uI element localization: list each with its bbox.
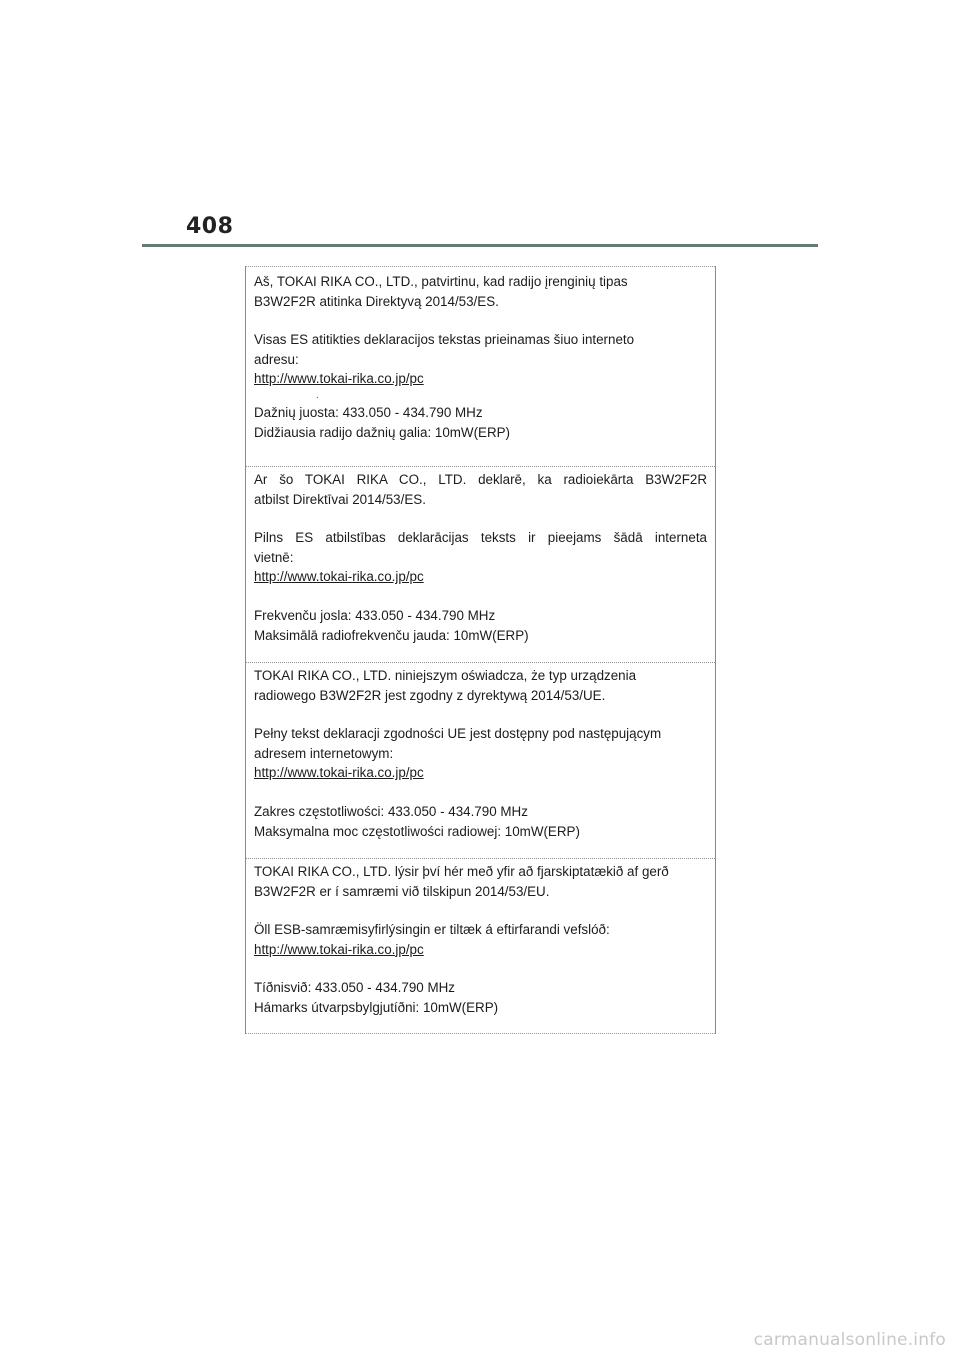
section-latvian xyxy=(246,466,715,645)
frequency-band: Tíðnisvið: 433.050 - 434.790 MHz xyxy=(254,980,455,996)
availability-paragraph xyxy=(254,724,707,783)
text-line: vietnē: xyxy=(254,549,294,565)
page-number: 408 xyxy=(186,214,234,239)
frequency-paragraph xyxy=(254,978,707,1017)
section-polish xyxy=(246,662,715,841)
declaration-paragraph xyxy=(254,862,707,901)
frequency-paragraph xyxy=(254,403,707,442)
text-line: TOKAI RIKA CO., LTD. lýsir því hér með yfir að fjarskiptatækið af gerð xyxy=(254,864,669,879)
frequency-band: Dažnių juosta: 433.050 - 434.790 MHz xyxy=(254,404,483,420)
text-line: Öll ESB-samræmisyfirlýsingin er tiltæk á eftirfarandi vefslóð: xyxy=(254,922,610,938)
text-line: B3W2F2R atitinka Direktyvą 2014/53/ES. xyxy=(254,293,499,309)
declaration-box xyxy=(245,266,716,1034)
declaration-link[interactable]: http://www.tokai-rika.co.jp/pc xyxy=(254,371,424,387)
header-rule xyxy=(142,244,818,247)
watermark: carmanualsonline.info xyxy=(753,1330,946,1350)
declaration-link[interactable]: http://www.tokai-rika.co.jp/pc xyxy=(254,765,424,781)
max-power: Didžiausia radijo dažnių galia: 10mW(ERP) xyxy=(254,424,511,440)
text-line: Ar šo TOKAI RIKA CO., LTD. deklarē, ka radioiekārta B3W2F2R xyxy=(254,472,707,487)
box-bottom-edge xyxy=(246,1033,715,1034)
availability-paragraph xyxy=(254,330,707,389)
stray-mark: . xyxy=(316,389,319,401)
text-line: adresem internetowym: xyxy=(254,745,394,761)
text-line: atbilst Direktīvai 2014/53/ES. xyxy=(254,491,426,507)
text-line: Visas ES atitikties deklaracijos tekstas prieinamas šiuo interneto xyxy=(254,332,635,348)
declaration-paragraph xyxy=(254,470,707,490)
text-line: adresu: xyxy=(254,351,299,367)
availability-paragraph xyxy=(254,528,707,548)
text-line: radiowego B3W2F2R jest zgodny z dyrektywą 2014/53/UE. xyxy=(254,687,606,703)
declaration-paragraph-cont xyxy=(254,490,707,510)
max-power: Maksimālā radiofrekvenču jauda: 10mW(ERP) xyxy=(254,627,529,643)
text-line: Pełny tekst deklaracji zgodności UE jest dostępny pod następującym xyxy=(254,726,662,742)
text-line: Pilns ES atbilstības deklarācijas teksts ir pieejams šādā interneta xyxy=(254,530,707,546)
frequency-band: Frekvenču josla: 433.050 - 434.790 MHz xyxy=(254,607,496,623)
frequency-paragraph xyxy=(254,606,707,645)
max-power: Maksymalna moc częstotliwości radiowej: 10mW(ERP) xyxy=(254,823,580,839)
section-icelandic xyxy=(246,858,715,1018)
frequency-paragraph xyxy=(254,802,707,841)
declaration-link[interactable]: http://www.tokai-rika.co.jp/pc xyxy=(254,569,424,585)
declaration-paragraph xyxy=(254,666,707,705)
availability-paragraph-cont xyxy=(254,548,707,587)
frequency-band: Zakres częstotliwości: 433.050 - 434.790 MHz xyxy=(254,803,528,819)
box-top-edge xyxy=(246,266,715,267)
text-line: B3W2F2R er í samræmi við tilskipun 2014/53/EU. xyxy=(254,883,550,899)
declaration-paragraph xyxy=(254,272,707,311)
declaration-link[interactable]: http://www.tokai-rika.co.jp/pc xyxy=(254,941,424,957)
availability-paragraph xyxy=(254,920,707,959)
max-power: Hámarks útvarpsbylgjutíðni: 10mW(ERP) xyxy=(254,999,499,1015)
text-line: TOKAI RIKA CO., LTD. niniejszym oświadcza, że typ urządzenia xyxy=(254,668,637,683)
section-lithuanian xyxy=(246,272,715,442)
text-line: Aš, TOKAI RIKA CO., LTD., patvirtinu, kad radijo įrenginių tipas xyxy=(254,274,628,289)
